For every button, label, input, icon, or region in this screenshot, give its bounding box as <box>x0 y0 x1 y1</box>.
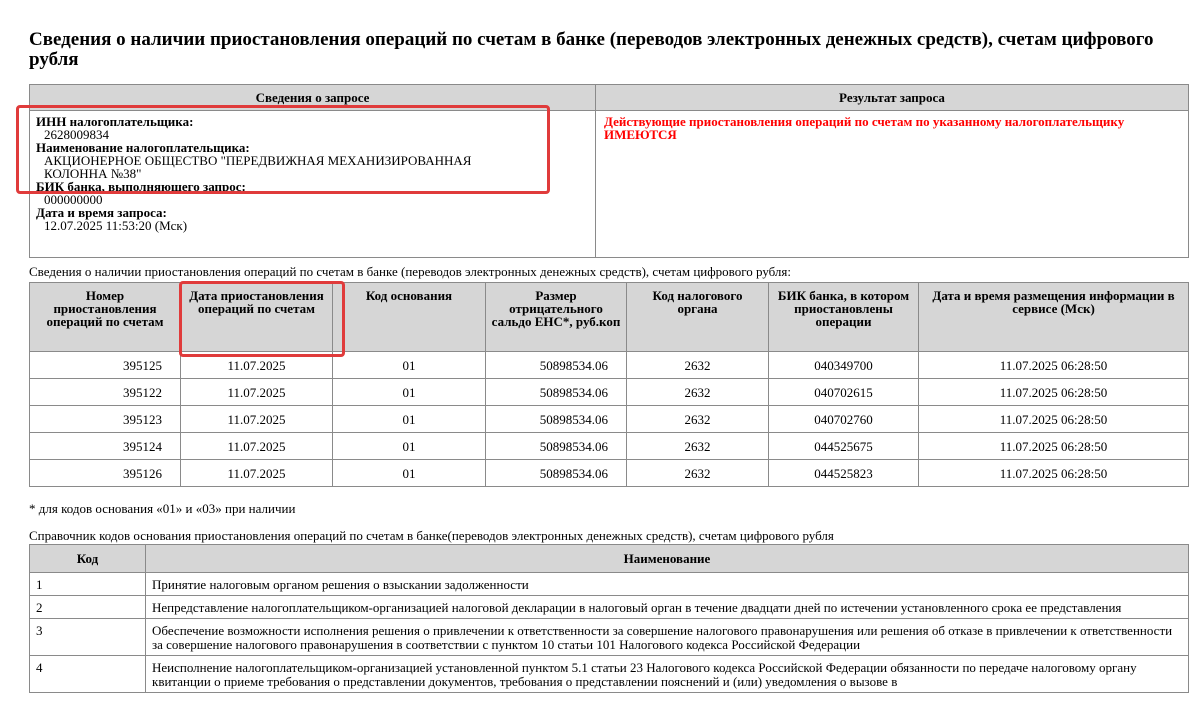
request-info-header: Сведения о запросе <box>30 85 596 111</box>
operations-caption: Сведения о наличии приостановления операций по счетам в банке (переводов электронных денежных средств), счетам цифрового рубля: <box>29 264 792 279</box>
table-row <box>30 406 1189 433</box>
basis-code: 01 <box>333 379 486 406</box>
reason-code: 1 <box>30 573 146 596</box>
codes-reference-table <box>29 544 1189 693</box>
bank-bik: 040702760 <box>769 406 919 433</box>
table-row <box>30 460 1189 487</box>
reason-description: Неисполнение налогоплательщиком-организацией установленной пунктом 5.1 статьи 23 Налогового кодекса Российской Федерации обязанности по передаче налоговому органу квитанции о приеме требования о представлении документов, требования о представлении пояснений и (или) уведомления о вызове в <box>146 656 1189 693</box>
balance-footnote: * для кодов основания «01» и «03» при наличии <box>29 501 296 516</box>
tax-office-code: 2632 <box>627 433 769 460</box>
request-result-cell <box>596 111 1189 258</box>
suspension-number: 395123 <box>30 406 181 433</box>
basis-code: 01 <box>333 433 486 460</box>
table-row <box>30 619 1189 656</box>
suspension-date: 11.07.2025 <box>181 460 333 487</box>
table-row <box>30 379 1189 406</box>
tax-office-code: 2632 <box>627 379 769 406</box>
taxpayer-name-value: АКЦИОНЕРНОЕ ОБЩЕСТВО "ПЕРЕДВИЖНАЯ МЕХАНИЗИРОВАННАЯ КОЛОННА №38" <box>44 153 472 181</box>
reason-description: Принятие налоговым органом решения о взыскании задолженности <box>146 573 1189 596</box>
page-title: Сведения о наличии приостановления операций по счетам в банке (переводов электронных денежных средств), счетам цифрового рубля <box>29 29 1154 70</box>
suspension-number: 395126 <box>30 460 181 487</box>
tax-office-code: 2632 <box>627 460 769 487</box>
col-header-balance: Размер отрицательного сальдо ЕНС*, руб.коп <box>486 283 627 352</box>
suspension-date: 11.07.2025 <box>181 406 333 433</box>
col-header-code: Код основания <box>333 283 486 352</box>
posted-at: 11.07.2025 06:28:50 <box>919 352 1189 379</box>
codes-header-name: Наименование <box>146 545 1189 573</box>
reason-code: 3 <box>30 619 146 656</box>
request-table <box>29 84 1189 258</box>
suspension-number: 395125 <box>30 352 181 379</box>
table-row <box>30 596 1189 619</box>
negative-balance: 50898534.06 <box>486 433 627 460</box>
table-row <box>30 352 1189 379</box>
taxpayer-name-label: Наименование налогоплательщика: <box>36 140 250 155</box>
codes-caption: Справочник кодов основания приостановления операций по счетам в банке(переводов электронных денежных средств), счетам цифрового рубля <box>29 528 834 543</box>
col-header-number: Номер приостановления операций по счетам <box>30 283 181 352</box>
inn-label: ИНН налогоплательщика: <box>36 114 194 129</box>
col-header-posted-at: Дата и время размещения информации в сервисе (Мск) <box>919 283 1189 352</box>
posted-at: 11.07.2025 06:28:50 <box>919 379 1189 406</box>
reason-code: 2 <box>30 596 146 619</box>
suspension-number: 395124 <box>30 433 181 460</box>
bank-bik: 040702615 <box>769 379 919 406</box>
negative-balance: 50898534.06 <box>486 460 627 487</box>
suspension-date: 11.07.2025 <box>181 433 333 460</box>
posted-at: 11.07.2025 06:28:50 <box>919 433 1189 460</box>
negative-balance: 50898534.06 <box>486 379 627 406</box>
reason-description: Обеспечение возможности исполнения решения о привлечении к ответственности за совершение налогового правонарушения или решения об отказе в привлечении к ответственности за совершение налогового правонарушения в соответствии с пунктом 10 статьи 101 Налогового кодекса Российской Федерации <box>146 619 1189 656</box>
col-header-date: Дата приостановления операций по счетам <box>181 283 333 352</box>
basis-code: 01 <box>333 406 486 433</box>
request-date-label: Дата и время запроса: <box>36 205 167 220</box>
table-row <box>30 656 1189 693</box>
request-result-text: Действующие приостановления операций по счетам по указанному налогоплательщику ИМЕЮТСЯ <box>604 114 1125 142</box>
bank-bik: 044525675 <box>769 433 919 460</box>
posted-at: 11.07.2025 06:28:50 <box>919 460 1189 487</box>
bank-bik: 040349700 <box>769 352 919 379</box>
tax-office-code: 2632 <box>627 352 769 379</box>
request-info-cell <box>30 111 596 258</box>
operations-table <box>29 282 1189 487</box>
suspension-number: 395122 <box>30 379 181 406</box>
col-header-bank-bik: БИК банка, в котором приостановлены операции <box>769 283 919 352</box>
col-header-tax-office: Код налогового органа <box>627 283 769 352</box>
codes-header-code: Код <box>30 545 146 573</box>
request-result-header: Результат запроса <box>596 85 1189 111</box>
reason-code: 4 <box>30 656 146 693</box>
tax-office-code: 2632 <box>627 406 769 433</box>
suspension-date: 11.07.2025 <box>181 379 333 406</box>
table-row <box>30 433 1189 460</box>
request-date-value: 12.07.2025 11:53:20 (Мск) <box>44 218 188 233</box>
basis-code: 01 <box>333 352 486 379</box>
suspension-date: 11.07.2025 <box>181 352 333 379</box>
reason-description: Непредставление налогоплательщиком-организацией налоговой декларации в налоговый орган в течение двадцати дней по истечении установленного срока ее представления <box>146 596 1189 619</box>
bank-bik: 044525823 <box>769 460 919 487</box>
inn-value: 2628009834 <box>44 127 109 142</box>
posted-at: 11.07.2025 06:28:50 <box>919 406 1189 433</box>
negative-balance: 50898534.06 <box>486 406 627 433</box>
bik-label: БИК банка, выполняющего запрос: <box>36 179 246 194</box>
bik-value: 000000000 <box>44 192 103 207</box>
negative-balance: 50898534.06 <box>486 352 627 379</box>
basis-code: 01 <box>333 460 486 487</box>
table-row <box>30 573 1189 596</box>
